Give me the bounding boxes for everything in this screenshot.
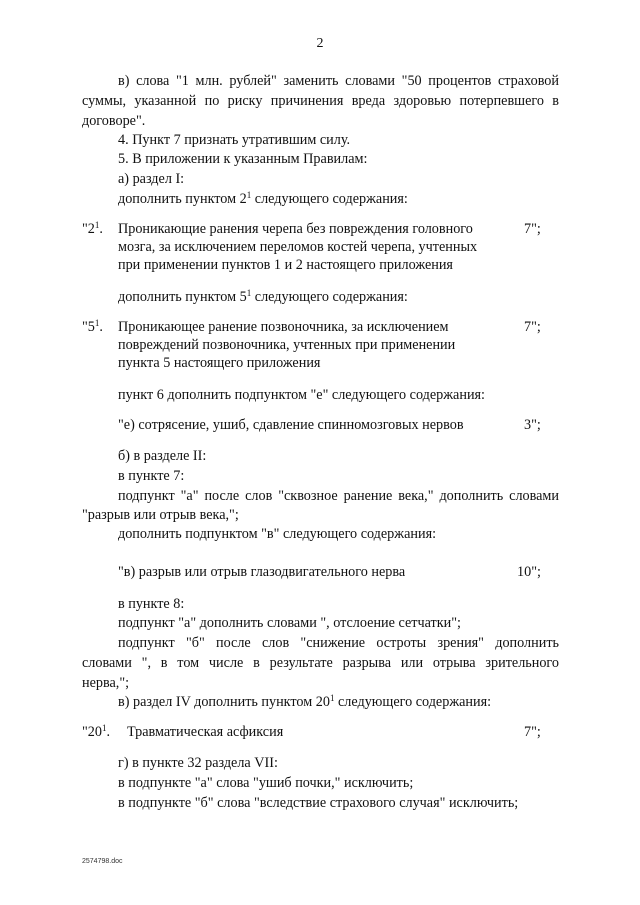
point-8b-line-1: подпункт "б" после слов "снижение остроты зрения" дополнить	[118, 635, 559, 651]
entry-2-1-text-line-1: Проникающие ранения черепа без повреждения головного	[118, 221, 473, 237]
entry-5-1-text-line-1: Проникающее ранение позвоночника, за исключением	[118, 319, 449, 335]
point-7v-intro: дополнить подпунктом "в" следующего содержания:	[118, 526, 437, 542]
entry-e-value: 3";	[524, 417, 541, 433]
point-7a-line-1: подпункт "а" после слов "сквозное ранение века," дополнить словами	[118, 488, 559, 504]
entry-5-1-number: "$5^1$.	[82, 318, 103, 335]
point-32a: в подпункте "а" слова "ушиб почки," исключить;	[118, 775, 414, 791]
paragraph-v-line-1: в) слова "1 млн. рублей" заменить словами "50 процентов страховой	[118, 73, 559, 89]
item-4: 4. Пункт 7 признать утратившим силу.	[118, 132, 351, 148]
entry-2-1-text-line-3: при применении пунктов 1 и 2 настоящего приложения	[118, 257, 453, 273]
section-a: а) раздел I:	[118, 171, 185, 187]
entry-2-1-text-line-2: мозга, за исключением переломов костей черепа, учтенных	[118, 239, 478, 255]
paragraph-v-line-3: договоре".	[82, 113, 146, 129]
entry-5-1-text-line-3: пункта 5 настоящего приложения	[118, 355, 321, 371]
add-point-2-1: дополнить пунктом $2^1$ следующего содержания:	[118, 190, 408, 207]
point-8: в пункте 8:	[118, 596, 185, 612]
entry-2-1-value: 7";	[524, 221, 541, 237]
point-8b-line-2: словами ", в том числе в результате разрыва или отрыва зрительного	[82, 655, 559, 671]
page-number: 2	[316, 36, 324, 51]
item-5: 5. В приложении к указанным Правилам:	[118, 151, 368, 167]
entry-e-text: "е) сотрясение, ушиб, сдавление спинномозговых нервов	[118, 417, 464, 433]
point-8b-line-3: нерва,";	[82, 675, 130, 691]
point-7: в пункте 7:	[118, 468, 185, 484]
entry-20-1-number: "$20^1$.	[82, 723, 111, 740]
entry-20-1-text: Травматическая асфиксия	[127, 724, 284, 740]
add-point-5-1: дополнить пунктом $5^1$ следующего содержания:	[118, 288, 408, 305]
point-8a: подпункт "а" дополнить словами ", отслоение сетчатки";	[118, 615, 461, 631]
footer-filename: 2574798.doc	[82, 858, 123, 865]
point-32b: в подпункте "б" слова "вследствие страхового случая" исключить;	[118, 795, 519, 811]
paragraph-v-line-2: суммы, указанной по риску причинения вреда здоровью потерпевшего в	[82, 93, 559, 109]
entry-v-text: "в) разрыв или отрыв глазодвигательного нерва	[118, 564, 406, 580]
point-6-intro: пункт 6 дополнить подпунктом "е" следующего содержания:	[118, 387, 486, 403]
section-b: б) в разделе II:	[118, 448, 207, 464]
entry-5-1-text-line-2: повреждений позвоночника, учтенных при применении	[118, 337, 456, 353]
point-7a-line-2: "разрыв или отрыв века,";	[82, 507, 239, 523]
entry-2-1-number: "$2^1$.	[82, 220, 103, 237]
entry-v-value: 10";	[517, 564, 541, 580]
section-g: г) в пункте 32 раздела VII:	[118, 755, 278, 771]
section-v: в) раздел IV дополнить пунктом $20^1$ следующего содержания:	[118, 693, 492, 710]
entry-5-1-value: 7";	[524, 319, 541, 335]
entry-20-1-value: 7";	[524, 724, 541, 740]
